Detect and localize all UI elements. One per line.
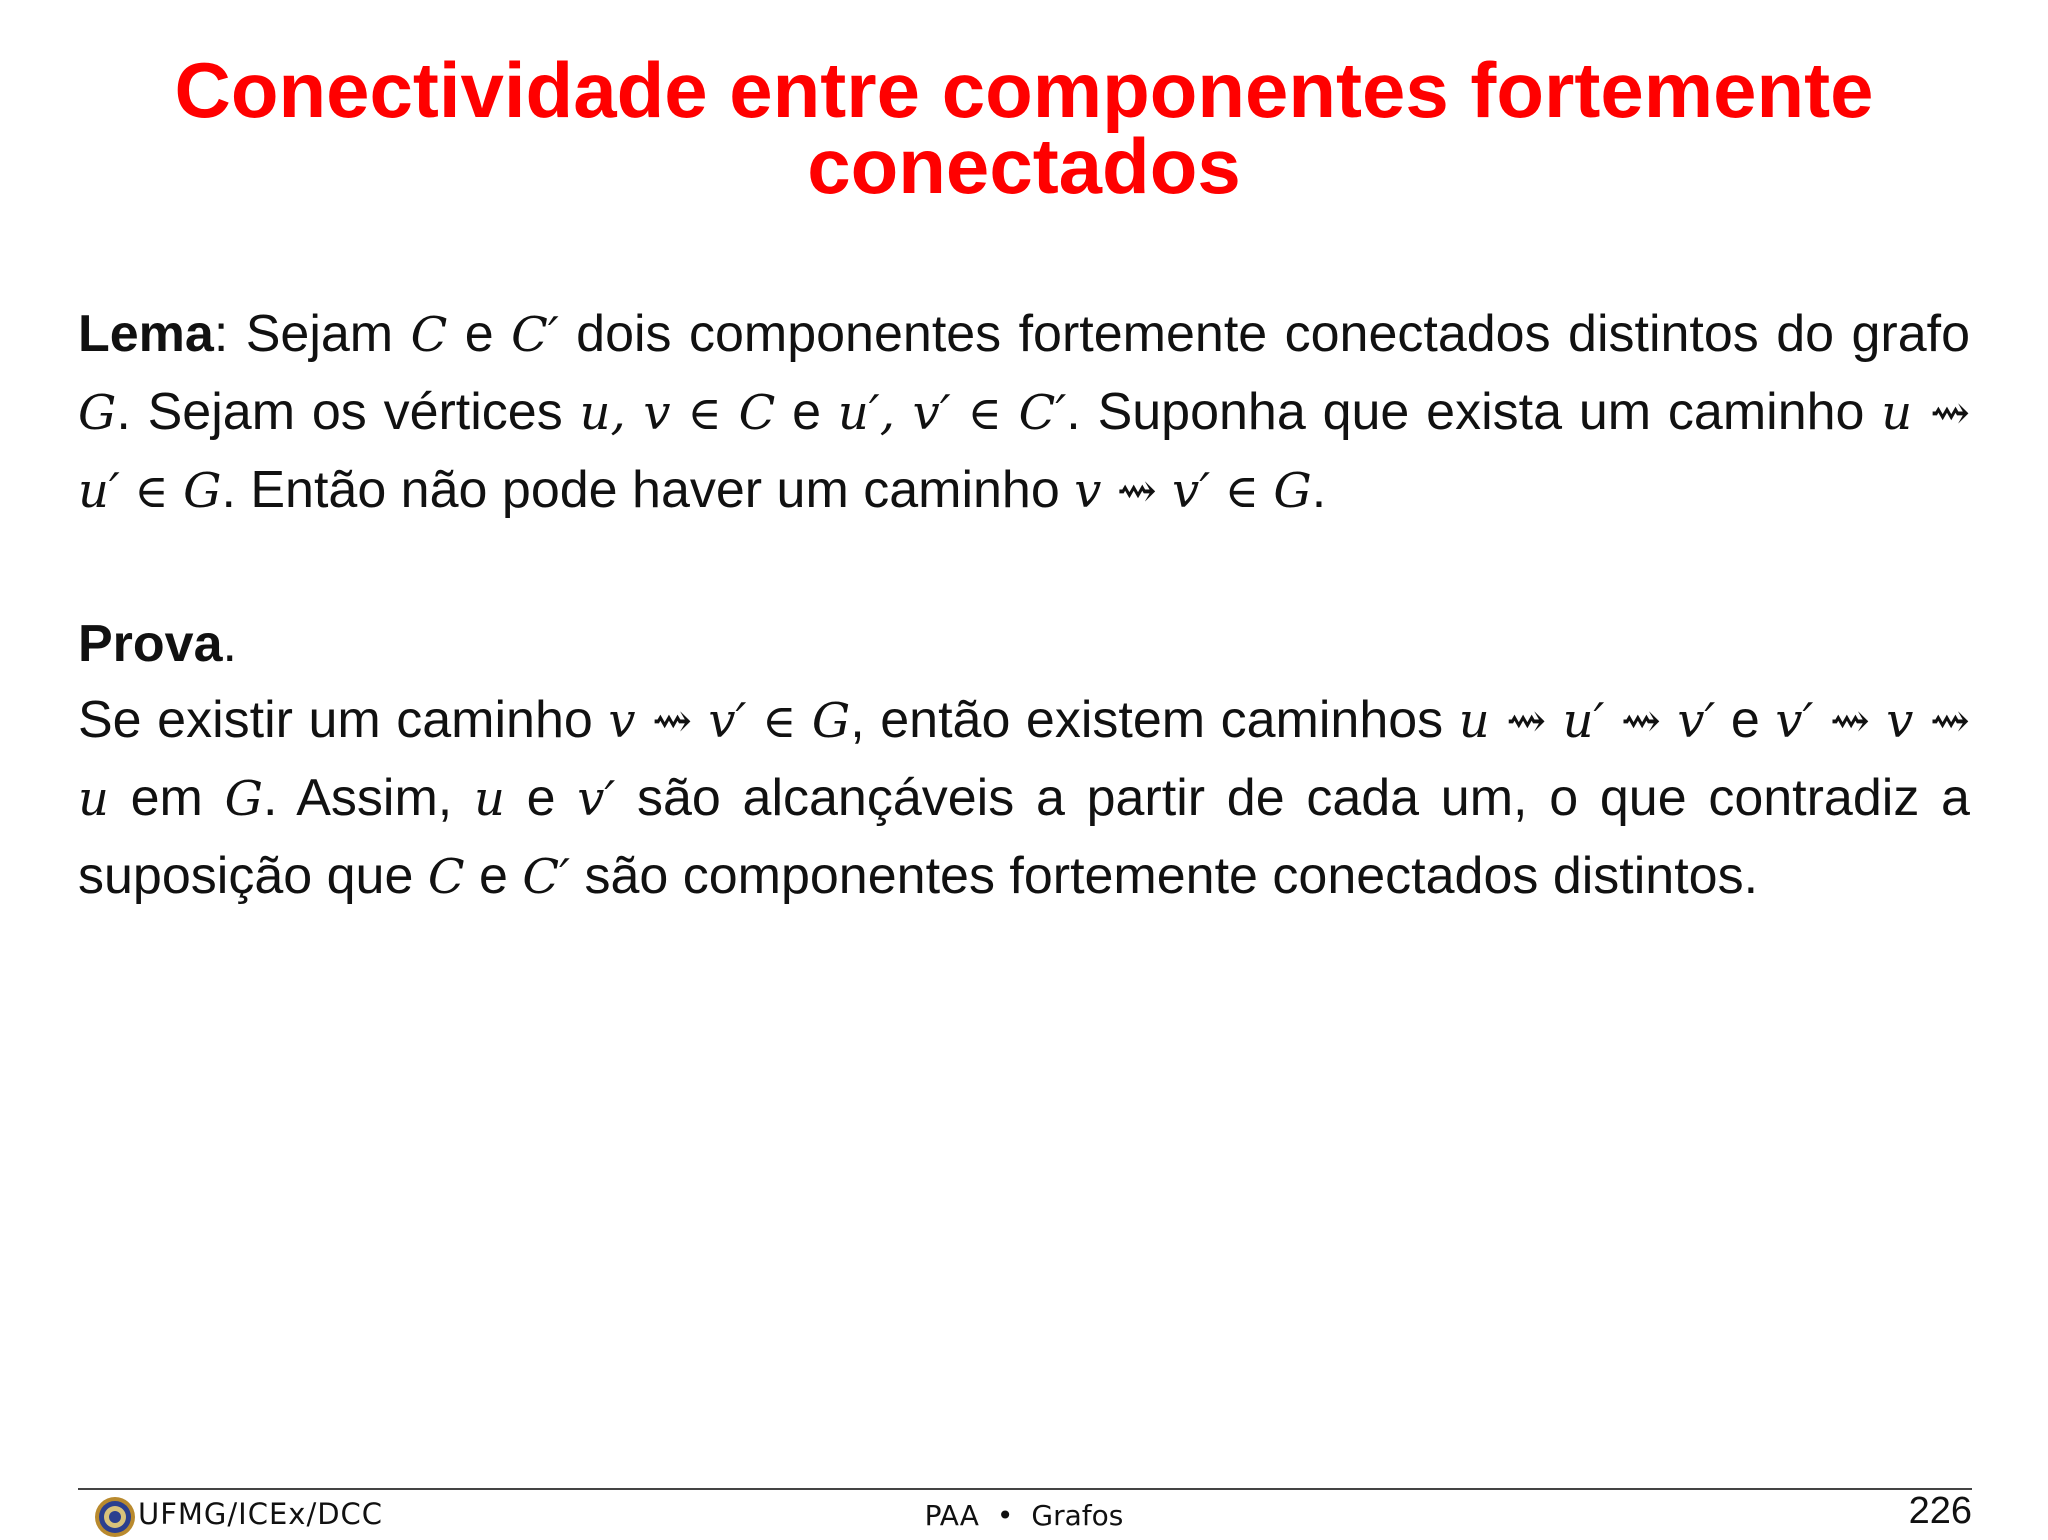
- proof-text: e: [464, 847, 523, 905]
- proof-text: . Assim,: [262, 769, 474, 827]
- lemma-text: . Então não pode haver um caminho: [221, 461, 1075, 519]
- footer-divider: [78, 1488, 1972, 1490]
- page-number: 226: [1908, 1490, 1972, 1532]
- math-G: G: [811, 693, 851, 749]
- proof-text: e: [1715, 691, 1776, 749]
- math-element-of: ∈: [950, 386, 1019, 440]
- math-path-v-v-prime: v ⇝ v′: [1074, 463, 1211, 519]
- proof-paragraph: [78, 682, 1970, 916]
- footer-institution: UFMG/ICEx/DCC: [138, 1497, 384, 1531]
- math-path-u-u-prime-v-prime: u ⇝ u′ ⇝ v′: [1458, 693, 1716, 749]
- slide-title-line-1: Conectividade entre componentes fortemente: [174, 46, 1874, 134]
- math-G: G: [78, 385, 117, 441]
- math-path-v-prime-v-u: v′ ⇝ v ⇝ u: [78, 693, 1970, 827]
- footer-bullet: •: [996, 1499, 1014, 1532]
- lemma-text: e: [447, 305, 512, 363]
- footer-topic: Grafos: [1031, 1499, 1124, 1532]
- proof-label-dot: .: [222, 615, 237, 673]
- lemma-text: .: [1311, 461, 1327, 519]
- lemma-text: : Sejam: [213, 305, 411, 363]
- math-u-prime-v-prime: u′, v′: [837, 385, 951, 441]
- math-G: G: [183, 463, 222, 519]
- proof-text: , então existem caminhos: [850, 691, 1459, 749]
- math-C: C: [738, 385, 776, 441]
- slide-title-line-2: conectados: [807, 122, 1241, 210]
- math-C-prime: C′: [511, 307, 559, 363]
- math-element-of: ∈: [119, 464, 184, 518]
- math-C-prime: C′: [1018, 385, 1067, 441]
- lemma-paragraph: [78, 296, 1970, 530]
- math-C: C: [410, 307, 448, 363]
- footer-course-info: [0, 1499, 2048, 1532]
- math-C: C: [427, 849, 465, 905]
- lemma-text: . Suponha que exista um caminho: [1066, 383, 1882, 441]
- math-element-of: ∈: [1210, 464, 1274, 518]
- math-v-prime: v′: [577, 771, 616, 827]
- math-C-prime: C′: [522, 849, 570, 905]
- proof-text: são componentes fortemente conectados distintos.: [570, 847, 1759, 905]
- footer-course: PAA: [924, 1499, 979, 1532]
- math-path-v-v-prime: v ⇝ v′: [608, 693, 747, 749]
- math-G: G: [1273, 463, 1312, 519]
- math-G: G: [224, 771, 263, 827]
- math-element-of: ∈: [746, 694, 812, 748]
- lemma-label: Lema: [78, 305, 214, 363]
- lemma-text: e: [775, 383, 838, 441]
- math-path-u-u-prime: u ⇝ u′: [78, 385, 1971, 519]
- math-u: u: [473, 771, 505, 827]
- proof-text: Se existir um caminho: [78, 691, 609, 749]
- lemma-text: dois componentes fortemente conectados distintos do grafo: [558, 305, 1971, 363]
- slide-title: [0, 46, 2048, 210]
- math-u-v: u, v: [579, 385, 671, 441]
- proof-text: em: [108, 769, 225, 827]
- proof-label: Prova: [78, 615, 223, 673]
- proof-text: e: [504, 769, 578, 827]
- proof-heading: [78, 606, 1970, 683]
- lemma-text: . Sejam os vértices: [116, 383, 580, 441]
- math-element-of: ∈: [670, 386, 739, 440]
- proof-text: são alcançáveis a partir de cada um, o que contradiz a suposição que: [78, 769, 1970, 905]
